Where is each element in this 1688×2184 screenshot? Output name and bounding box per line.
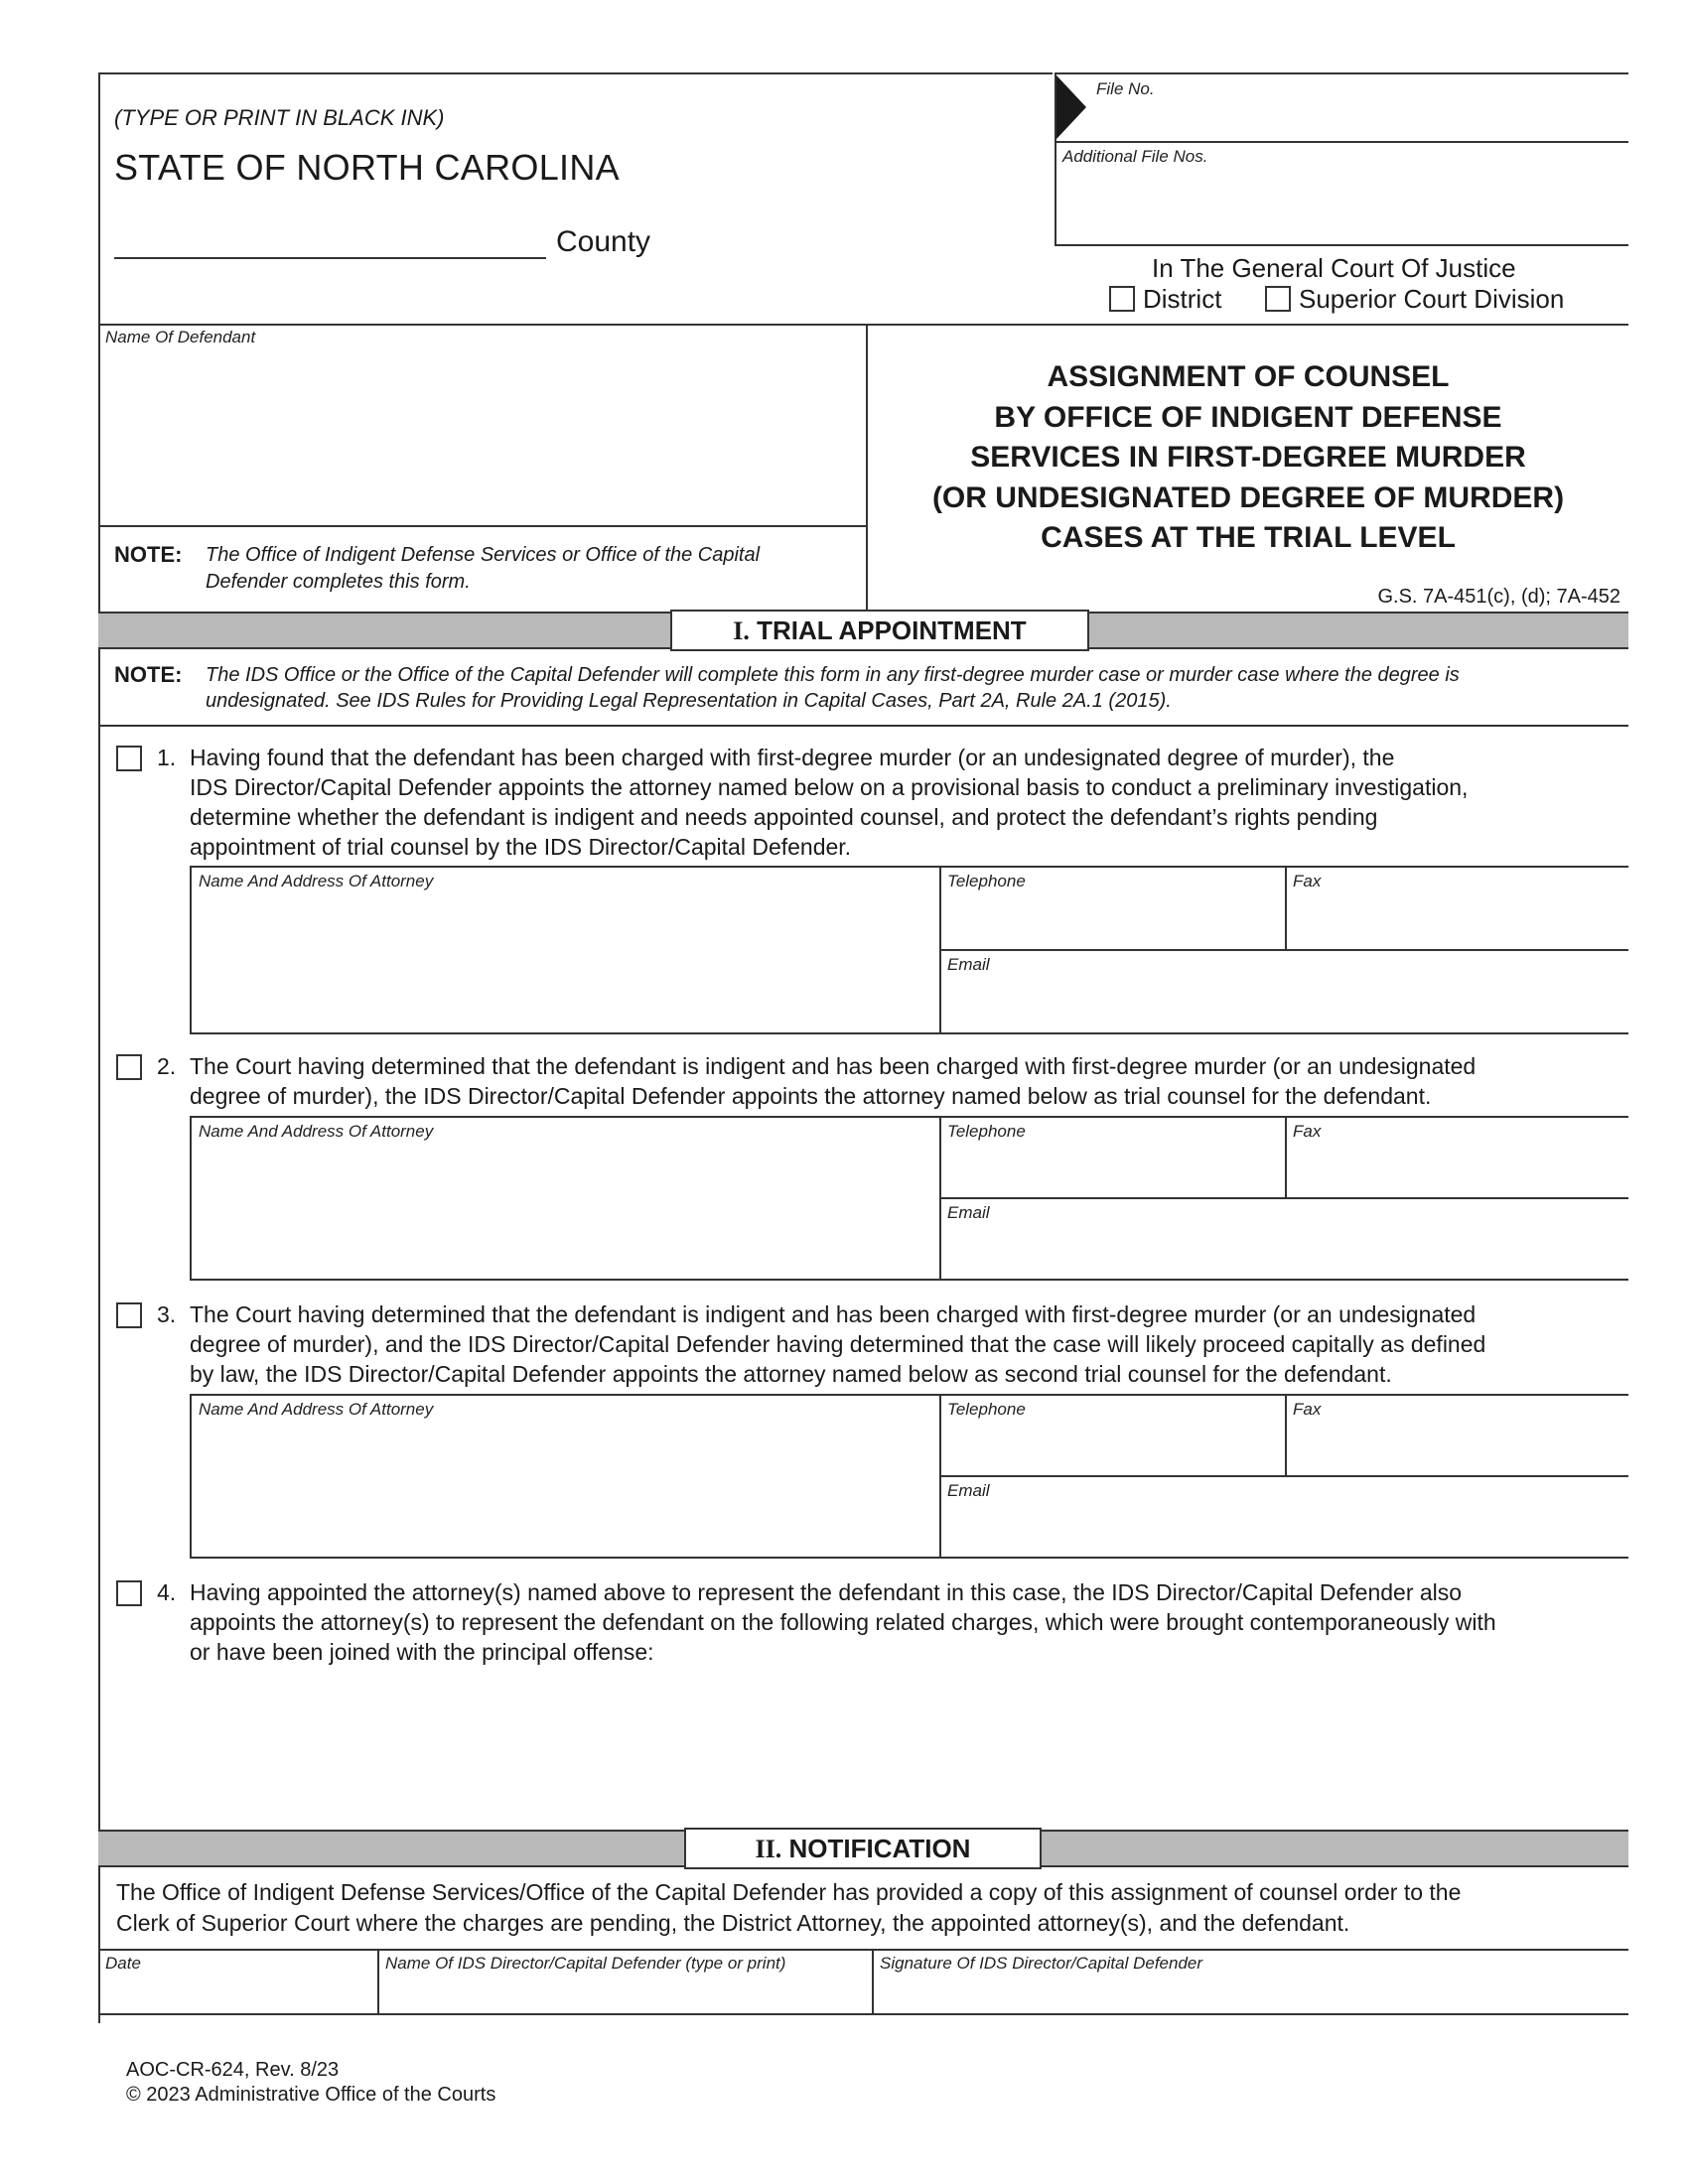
item2-attorney-field[interactable] — [197, 1144, 931, 1273]
defendant-note-line2: Defender completes this form. — [206, 571, 471, 593]
item2-line: The Court having determined that the defendant is indigent and has been charged with first-degree murder (or an undesignated — [190, 1053, 1477, 1079]
section2-title-text: NOTIFICATION — [788, 1834, 971, 1863]
county-blank-line[interactable] — [114, 257, 546, 259]
file-pointer-triangle — [1056, 75, 1086, 139]
item3-fax-label: Fax — [1293, 1400, 1322, 1419]
item2-email-label: Email — [947, 1203, 990, 1222]
item1-fax-label: Fax — [1293, 872, 1322, 890]
item3-email-label: Email — [947, 1481, 990, 1500]
signature-divider-2 — [872, 1949, 874, 2015]
director-signature-label: Signature Of IDS Director/Capital Defender — [880, 1954, 1203, 1973]
item4-number: 4. — [157, 1579, 177, 1605]
item1-email-field[interactable] — [945, 978, 1623, 1027]
file-no-field[interactable] — [1092, 99, 1618, 137]
item3-checkbox[interactable] — [116, 1302, 142, 1328]
item2-checkbox[interactable] — [116, 1054, 142, 1080]
section1-title — [670, 610, 1089, 651]
section2-roman: II. — [755, 1835, 782, 1863]
item3-line: by law, the IDS Director/Capital Defender appoints the attorney named below as second trial counsel for the defendant. — [190, 1361, 1392, 1387]
item4-line: appoints the attorney(s) to represent the defendant on the following related charges, which were brought contemporaneously with — [190, 1609, 1496, 1635]
signature-row-bottom — [98, 2013, 1628, 2015]
item4-related-charges-field[interactable] — [190, 1673, 1619, 1822]
item2-fax-field[interactable] — [1291, 1144, 1623, 1193]
item3-attorney-field[interactable] — [197, 1422, 931, 1551]
file-no-label: File No. — [1096, 79, 1155, 98]
form-title-line5: CASES AT THE TRIAL LEVEL — [1041, 521, 1456, 554]
item3-email-divider — [939, 1475, 1628, 1477]
section1-note-line1: The IDS Office or the Office of the Capital Defender will complete this form in any first-degree murder case or murder case where the degree is — [206, 664, 1460, 686]
item2-telephone-label: Telephone — [947, 1122, 1026, 1141]
item4-line: or have been joined with the principal offense: — [190, 1639, 654, 1665]
item1-text — [190, 743, 1468, 862]
county-label: County — [556, 225, 651, 258]
form-left-border — [98, 72, 100, 2023]
item1-attorney-field[interactable] — [197, 893, 931, 1027]
item1-attorney-label: Name And Address Of Attorney — [199, 872, 434, 890]
additional-file-nos-field[interactable] — [1062, 169, 1618, 238]
defendant-name-field[interactable] — [105, 352, 860, 521]
item1-fax-field[interactable] — [1291, 893, 1623, 943]
item4-text — [190, 1577, 1496, 1667]
superior-court-checkbox[interactable] — [1265, 286, 1291, 312]
item4-checkbox[interactable] — [116, 1580, 142, 1606]
item2-text — [190, 1051, 1476, 1111]
item2-fax-divider — [1285, 1116, 1287, 1199]
ink-instruction: (TYPE OR PRINT IN BLACK INK) — [114, 105, 445, 130]
date-label: Date — [105, 1954, 141, 1973]
section2-title — [684, 1828, 1042, 1869]
file-no-divider — [1055, 141, 1628, 143]
district-checkbox[interactable] — [1109, 286, 1135, 312]
form-title — [868, 357, 1628, 559]
statute-reference: G.S. 7A-451(c), (d); 7A-452 — [1377, 586, 1620, 608]
item1-email-label: Email — [947, 955, 990, 974]
state-heading: STATE OF NORTH CAROLINA — [114, 147, 620, 188]
section1-note-line2: undesignated. See IDS Rules for Providing Legal Representation in Capital Cases, Part 2A, Rule 2A.1 (2015). — [206, 690, 1172, 712]
signature-row-top — [98, 1949, 1628, 1951]
item1-number: 1. — [157, 745, 177, 770]
section1-note-label: NOTE: — [114, 662, 183, 687]
item1-fax-divider — [1285, 866, 1287, 951]
section1-roman: I. — [733, 616, 750, 645]
item1-telephone-label: Telephone — [947, 872, 1026, 890]
date-field[interactable] — [105, 1976, 371, 2009]
defendant-note-line1: The Office of Indigent Defense Services or Office of the Capital — [206, 544, 761, 566]
section1-note-bottom — [98, 725, 1628, 727]
court-heading: In The General Court Of Justice — [1152, 253, 1516, 283]
superior-court-label: Superior Court Division — [1299, 284, 1565, 314]
form-number: AOC-CR-624, Rev. 8/23 — [126, 2059, 340, 2081]
item1-telephone-field[interactable] — [945, 893, 1279, 943]
item1-line: appointment of trial counsel by the IDS Director/Capital Defender. — [190, 834, 852, 860]
form-top-border — [98, 72, 1053, 74]
section2-text — [116, 1877, 1461, 1939]
additional-file-nos-label: Additional File Nos. — [1062, 147, 1208, 166]
item2-telephone-field[interactable] — [945, 1144, 1279, 1193]
defendant-name-label: Name Of Defendant — [105, 328, 256, 346]
item2-email-field[interactable] — [945, 1225, 1623, 1275]
item2-line: degree of murder), the IDS Director/Capital Defender appoints the attorney named below as trial counsel for the defendant. — [190, 1083, 1432, 1109]
form-title-line3: SERVICES IN FIRST-DEGREE MURDER — [970, 441, 1526, 474]
item1-checkbox[interactable] — [116, 746, 142, 771]
item2-fax-label: Fax — [1293, 1122, 1322, 1141]
district-label: District — [1143, 284, 1222, 314]
item1-email-divider — [939, 949, 1628, 951]
item2-number: 2. — [157, 1053, 177, 1079]
section2-text-line2: Clerk of Superior Court where the charges are pending, the District Attorney, the appointed attorney(s), and the defendant. — [116, 1910, 1350, 1936]
item3-attorney-label: Name And Address Of Attorney — [199, 1400, 434, 1419]
item2-email-divider — [939, 1197, 1628, 1199]
item1-line: Having found that the defendant has been charged with first-degree murder (or an undesignated degree of murder), the — [190, 745, 1395, 770]
item2-attorney-label: Name And Address Of Attorney — [199, 1122, 434, 1141]
item3-email-field[interactable] — [945, 1503, 1623, 1553]
item3-fax-field[interactable] — [1291, 1422, 1623, 1471]
signature-divider-1 — [377, 1949, 379, 2015]
director-name-label: Name Of IDS Director/Capital Defender (type or print) — [385, 1954, 786, 1973]
form-title-line2: BY OFFICE OF INDIGENT DEFENSE — [994, 400, 1502, 434]
header-bottom-border — [98, 324, 1628, 326]
item1-line: IDS Director/Capital Defender appoints the attorney named below on a provisional basis to conduct a preliminary investigation, — [190, 774, 1469, 800]
copyright: © 2023 Administrative Office of the Courts — [126, 2084, 496, 2106]
item3-line: degree of murder), and the IDS Director/Capital Defender having determined that the case will likely proceed capitally as defined — [190, 1331, 1486, 1357]
file-box-top-border — [1055, 72, 1628, 74]
director-name-field[interactable] — [385, 1976, 866, 2009]
item3-fax-divider — [1285, 1394, 1287, 1477]
section2-text-line1: The Office of Indigent Defense Services/Office of the Capital Defender has provided a copy of this assignment of counsel order to the — [116, 1879, 1462, 1905]
item1-line: determine whether the defendant is indigent and needs appointed counsel, and protect the defendant’s rights pending — [190, 804, 1378, 830]
defendant-name-bottom — [98, 525, 867, 527]
form-title-line4: (OR UNDESIGNATED DEGREE OF MURDER) — [931, 480, 1565, 514]
section1-title-text: TRIAL APPOINTMENT — [757, 615, 1027, 645]
item3-telephone-label: Telephone — [947, 1400, 1026, 1419]
item3-number: 3. — [157, 1301, 177, 1327]
item3-line: The Court having determined that the defendant is indigent and has been charged with first-degree murder (or an undesignated — [190, 1301, 1477, 1327]
item4-line: Having appointed the attorney(s) named above to represent the defendant in this case, the IDS Director/Capital Defender also — [190, 1579, 1463, 1605]
form-title-line1: ASSIGNMENT OF COUNSEL — [1047, 360, 1450, 393]
item3-telephone-field[interactable] — [945, 1422, 1279, 1471]
item3-text — [190, 1299, 1485, 1389]
file-box-bottom-border — [1055, 244, 1628, 246]
director-signature-field[interactable] — [880, 1976, 1622, 2009]
defendant-note-label: NOTE: — [114, 542, 183, 567]
